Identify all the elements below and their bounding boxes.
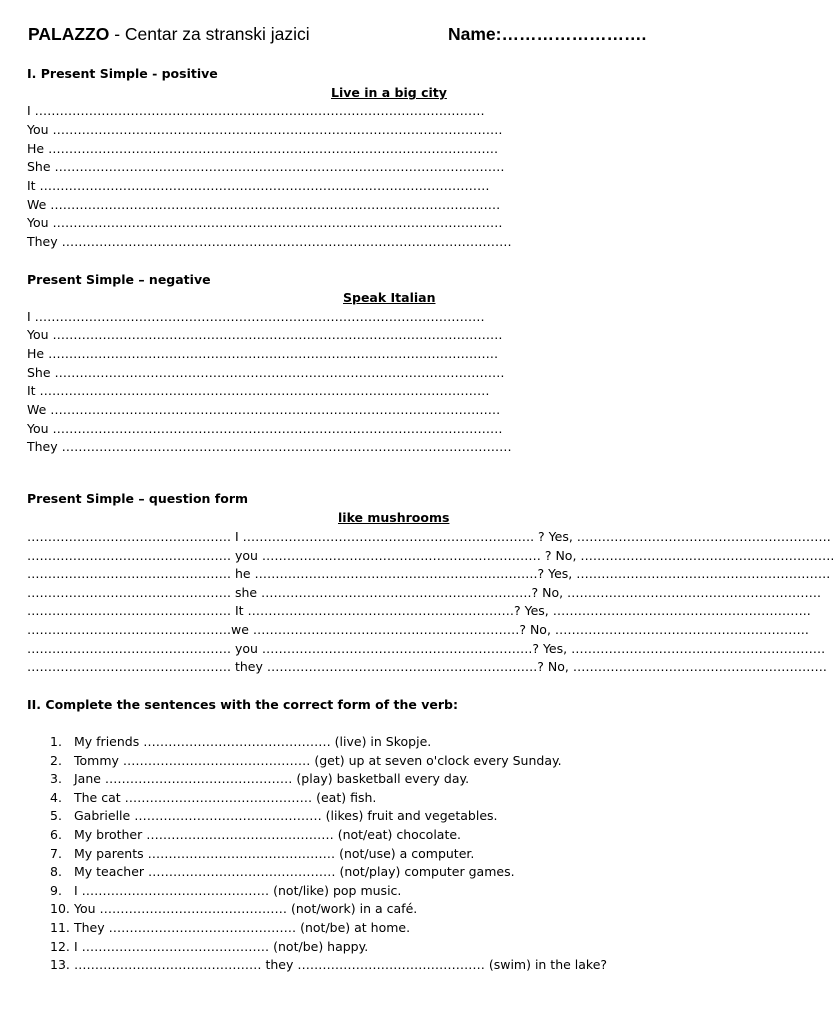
exercise-text: Gabrielle ……………………………………… (likes) fruit and vegetables. [74, 808, 498, 823]
exercise-number: 13. [50, 957, 70, 972]
exercise-text: ……………………………………… they ……………………………………… (swim) in the lake? [74, 957, 608, 972]
exercise-item[interactable] [50, 882, 740, 900]
exercise-item[interactable] [50, 770, 740, 788]
question-line[interactable]: …………………………………………. they ………………………………….…………………….? No, ……………………………………………………. [27, 659, 827, 674]
exercise-number: 1. [50, 734, 62, 749]
answer-line[interactable]: We ……………………………………………………………………………………………… [27, 402, 501, 417]
title-brand: PALAZZO [28, 24, 110, 44]
exercise-text: The cat ……………………………………… (eat) fish. [74, 790, 377, 805]
answer-line[interactable]: It ……………………………………………………………………………………………… [27, 383, 490, 398]
exercise-number: 9. [50, 883, 62, 898]
answer-line[interactable]: She ……………………………………………………………………………………………… [27, 159, 505, 174]
section-4-heading: II. Complete the sentences with the correct form of the verb: [27, 697, 458, 712]
section-2-heading: Present Simple – negative [27, 272, 211, 287]
answer-line[interactable]: I ……………………………………………………………………………………………… [27, 309, 485, 324]
answer-line[interactable]: It ……………………………………………………………………………………………… [27, 178, 490, 193]
exercise-text: Jane ……………………………………… (play) basketball every day. [74, 771, 470, 786]
exercise-item[interactable] [50, 733, 740, 751]
exercise-item[interactable] [50, 938, 740, 956]
answer-line[interactable]: He ……………………………………………………………………………………………… [27, 141, 499, 156]
exercise-item[interactable] [50, 789, 740, 807]
exercise-text: I ……………………………………… (not/like) pop music. [74, 883, 402, 898]
answer-line[interactable]: We ……………………………………………………………………………………………… [27, 197, 501, 212]
exercise-number: 8. [50, 864, 62, 879]
exercise-text: They ……………………………………… (not/be) at home. [74, 920, 411, 935]
exercise-text: My brother ……………………………………… (not/eat) chocolate. [74, 827, 462, 842]
exercise-number: 4. [50, 790, 62, 805]
worksheet-header [28, 24, 748, 48]
answer-line[interactable]: He ……………………………………………………………………………………………… [27, 346, 499, 361]
section-1-heading: I. Present Simple - positive [27, 66, 218, 81]
exercise-text: I ……………………………………… (not/be) happy. [74, 939, 369, 954]
section-3-topic: like mushrooms [338, 510, 450, 525]
exercise-item[interactable] [50, 845, 740, 863]
section-3-heading: Present Simple – question form [27, 491, 249, 506]
answer-line[interactable]: She ……………………………………………………………………………………………… [27, 365, 505, 380]
section-1-topic: Live in a big city [331, 85, 447, 100]
exercise-text: Tommy ……………………………………… (get) up at seven o'clock every Sunday. [74, 753, 562, 768]
exercise-item[interactable] [50, 900, 740, 918]
exercise-text: My friends ……………………………………… (live) in Skopje. [74, 734, 432, 749]
question-line[interactable]: ………………………………………….we ………………………………….……………………? No, ……………………………………………………. [27, 622, 809, 637]
exercise-number: 12. [50, 939, 70, 954]
exercise-number: 10. [50, 901, 70, 916]
exercise-item[interactable] [50, 919, 740, 937]
answer-line[interactable]: You ……………………………………………………………………………………………… [27, 327, 503, 342]
exercise-text: My teacher ……………………………………… (not/play) computer games. [74, 864, 515, 879]
question-line[interactable]: …………………………………………. I ……………………………………………………………. ? Yes, ……………………………………………………. [27, 529, 831, 544]
title-subtitle: - Centar za stranski jazici [109, 24, 310, 44]
exercise-text: My parents ……………………………………… (not/use) a computer. [74, 846, 475, 861]
exercise-number: 6. [50, 827, 62, 842]
question-line[interactable]: …………………………………………. she ………………………………….…………………….? No, ……………………………………………………. [27, 585, 822, 600]
answer-line[interactable]: You ……………………………………………………………………………………………… [27, 421, 503, 436]
exercise-text: You ……………………………………… (not/work) in a café. [74, 901, 418, 916]
exercise-item[interactable] [50, 826, 740, 844]
answer-line[interactable]: I ……………………………………………………………………………………………… [27, 103, 485, 118]
exercise-item[interactable] [50, 752, 740, 770]
question-line[interactable]: …………………………………………. you ………………………………….…………………….? Yes, ……………………………………………………. [27, 641, 826, 656]
answer-line[interactable]: They ……………………………………………………………………………………………… [27, 234, 512, 249]
exercise-number: 3. [50, 771, 62, 786]
section-2-topic: Speak Italian [343, 290, 436, 305]
name-field-label: Name:……………………. [448, 24, 647, 44]
answer-line[interactable]: You ……………………………………………………………………………………………… [27, 122, 503, 137]
answer-line[interactable]: They ……………………………………………………………………………………………… [27, 439, 512, 454]
exercise-number: 5. [50, 808, 62, 823]
page-title [28, 24, 310, 45]
question-line[interactable]: …………………………………………. you ………………………………….……………………… ? No, ……………………………………………………. [27, 548, 834, 563]
answer-line[interactable]: You ……………………………………………………………………………………………… [27, 215, 503, 230]
exercise-number: 11. [50, 920, 70, 935]
question-line[interactable]: …………………………………………. he ………………………………….……………………….? Yes, ……………………………………………………. [27, 566, 831, 581]
question-line[interactable]: …………………………………………. It ………………………………….……………………? Yes, …………………………………………………….. [27, 603, 811, 618]
exercise-number: 2. [50, 753, 62, 768]
exercise-number: 7. [50, 846, 62, 861]
exercise-item[interactable] [50, 956, 740, 974]
exercise-item[interactable] [50, 863, 740, 881]
exercise-item[interactable] [50, 807, 740, 825]
